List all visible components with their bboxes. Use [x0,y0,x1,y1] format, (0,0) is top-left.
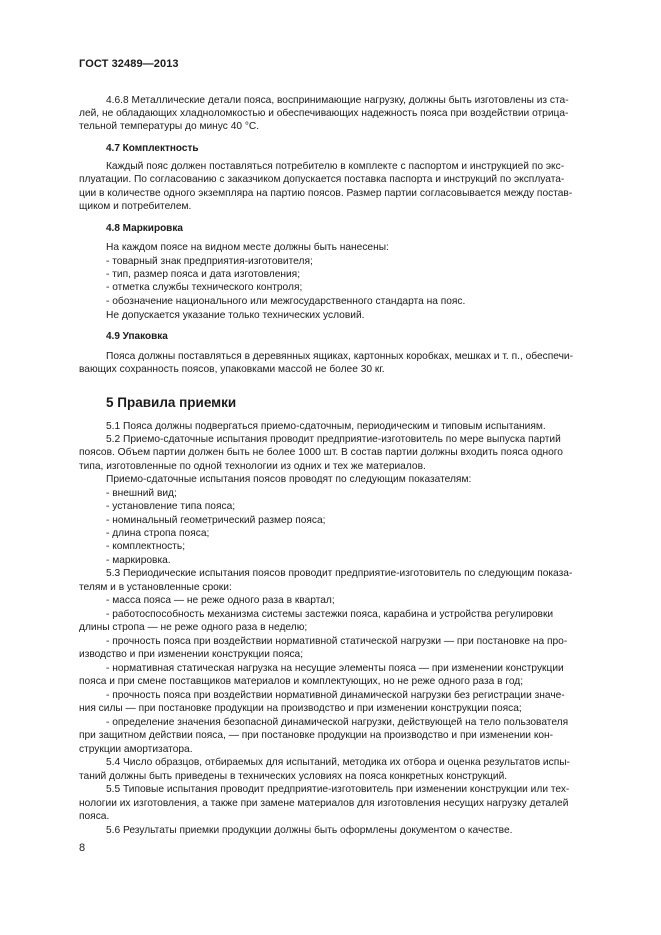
paragraph-5-3-line: - работоспособность механизма системы застежки пояса, карабина и устройства регулировки [106,609,554,620]
marking-list-item: - товарный знак предприятия-изготовителя; [106,256,313,267]
paragraph-4-6-8-line: тельной температуры до минус 40 °С. [79,121,260,132]
acceptance-list-item: - установление типа пояса; [106,501,236,512]
paragraph-4-9-line: Пояса должны поставляться в деревянных ящиках, картонных коробках, мешках и т. п., обеспечи- [106,351,573,362]
acceptance-list-item: - внешний вид; [106,488,177,499]
paragraph-5-3-line: пояса и при смене поставщиков материалов и комплектующих, но не реже одного раза в год; [79,676,524,687]
paragraph-5-4-line: таний должны быть приведены в технических условиях на пояса конкретных конструкций. [79,771,508,782]
paragraph-4-9-line: вающих сохранность поясов, упаковками массой не более 30 кг. [79,364,385,375]
paragraph-4-7-line: щиком и потребителем. [79,201,192,212]
paragraph-5-3-line: - прочность пояса при воздействии нормативной статической нагрузки — при постановке на про- [106,636,568,647]
paragraph-5-3-line: - прочность пояса при воздействии нормативной динамической нагрузки без регистрации значе- [106,690,565,701]
section-heading-4-9: 4.9 Упаковка [106,331,168,342]
page-number: 8 [79,842,86,854]
acceptance-list-item: - комплектность; [106,541,186,552]
marking-list-item: - тип, размер пояса и дата изготовления; [106,269,301,280]
acceptance-list-item: - номинальный геометрический размер пояса; [106,515,326,526]
paragraph-5-3-line: струкции амортизатора. [79,744,193,755]
paragraph-5-3-line: ния силы — при постановке продукции на производство и при изменении конструкции пояса; [79,703,522,714]
acceptance-list-item: - длина стропа пояса; [106,528,210,539]
marking-list-item: - отметка службы технического контроля; [106,282,303,293]
paragraph-5-2-line: Приемо-сдаточные испытания поясов проводят по следующим показателям: [106,474,472,485]
paragraph-5-3-line: длины стропа — не реже одного раза в неделю; [79,622,308,633]
paragraph-5-2-line: 5.2 Приемо-сдаточные испытания проводит предприятие-изготовитель по мере выпуска партий [106,434,561,445]
paragraph-5-5-line: пояса. [79,811,110,822]
section-heading-4-7: 4.7 Комплектность [106,143,199,154]
paragraph-5-4-line: 5.4 Число образцов, отбираемых для испытаний, методика их отбора и оценка результатов испы- [106,757,570,768]
paragraph-4-7-line: ции в количестве одного экземпляра на партию поясов. Размер партии согласовывается между постав- [79,188,573,199]
paragraph-4-7-line: плуатации. По согласованию с заказчиком допускается поставка паспорта и инструкций по эксплуата- [79,174,565,185]
paragraph-5-3-line: телям и в установленные сроки: [79,582,232,593]
paragraph-5-3-line: - масса пояса — не реже одного раза в квартал; [106,595,335,606]
paragraph-5-5-line: 5.5 Типовые испытания проводит предприятие-изготовитель при изменении конструкции или тех- [106,784,570,795]
paragraph-5-5-line: нологии их изготовления, а также при замене материалов для изготовления несущих нагрузку деталей [79,798,569,809]
marking-line: На каждом поясе на видном месте должны быть нанесены: [106,242,389,253]
paragraph-4-6-8-line: лей, не обладающих хладноломкостью и обеспечивающих надежность пояса при воздействии отрица- [79,108,569,119]
paragraph-5-3-line: - нормативная статическая нагрузка на несущие элементы пояса — при изменении конструкции [106,663,564,674]
paragraph-5-3-line: при защитном действии пояса, — при постановке продукции на производство и при изменении кон- [79,730,554,741]
paragraph-5-3-line: изводство и при изменении конструкции пояса; [79,649,304,660]
document-code-header: ГОСТ 32489—2013 [79,58,179,70]
paragraph-4-7-line: Каждый пояс должен поставляться потребителю в комплекте с паспортом и инструкцией по экс- [106,161,565,172]
marking-line: Не допускается указание только технических условий. [106,310,365,321]
paragraph-5-1: 5.1 Пояса должны подвергаться приемо-сдаточным, периодическим и типовым испытаниям. [106,421,546,432]
paragraph-5-3-line: - определение значения безопасной динамической нагрузки, действующей на тело пользователя [106,717,569,728]
acceptance-list-item: - маркировка. [106,555,171,566]
paragraph-4-6-8-line: 4.6.8 Металлические детали пояса, воспринимающие нагрузку, должны быть изготовлены из ста- [106,95,569,106]
marking-list-item: - обозначение национального или межгосударственного стандарта на пояс. [106,296,466,307]
paragraph-5-2-line: поясов. Объем партии должен быть не более 1000 шт. В состав партии должны входить пояса одного [79,447,563,458]
chapter-heading-5: 5 Правила приемки [106,395,237,410]
paragraph-5-6: 5.6 Результаты приемки продукции должны быть оформлены документом о качестве. [106,825,513,836]
paragraph-5-2-line: типа, изготовленные по одной технологии из одних и тех же материалов. [79,461,426,472]
section-heading-4-8: 4.8 Маркировка [106,223,183,234]
paragraph-5-3-line: 5.3 Периодические испытания поясов проводит предприятие-изготовитель по следующим показа- [106,568,573,579]
